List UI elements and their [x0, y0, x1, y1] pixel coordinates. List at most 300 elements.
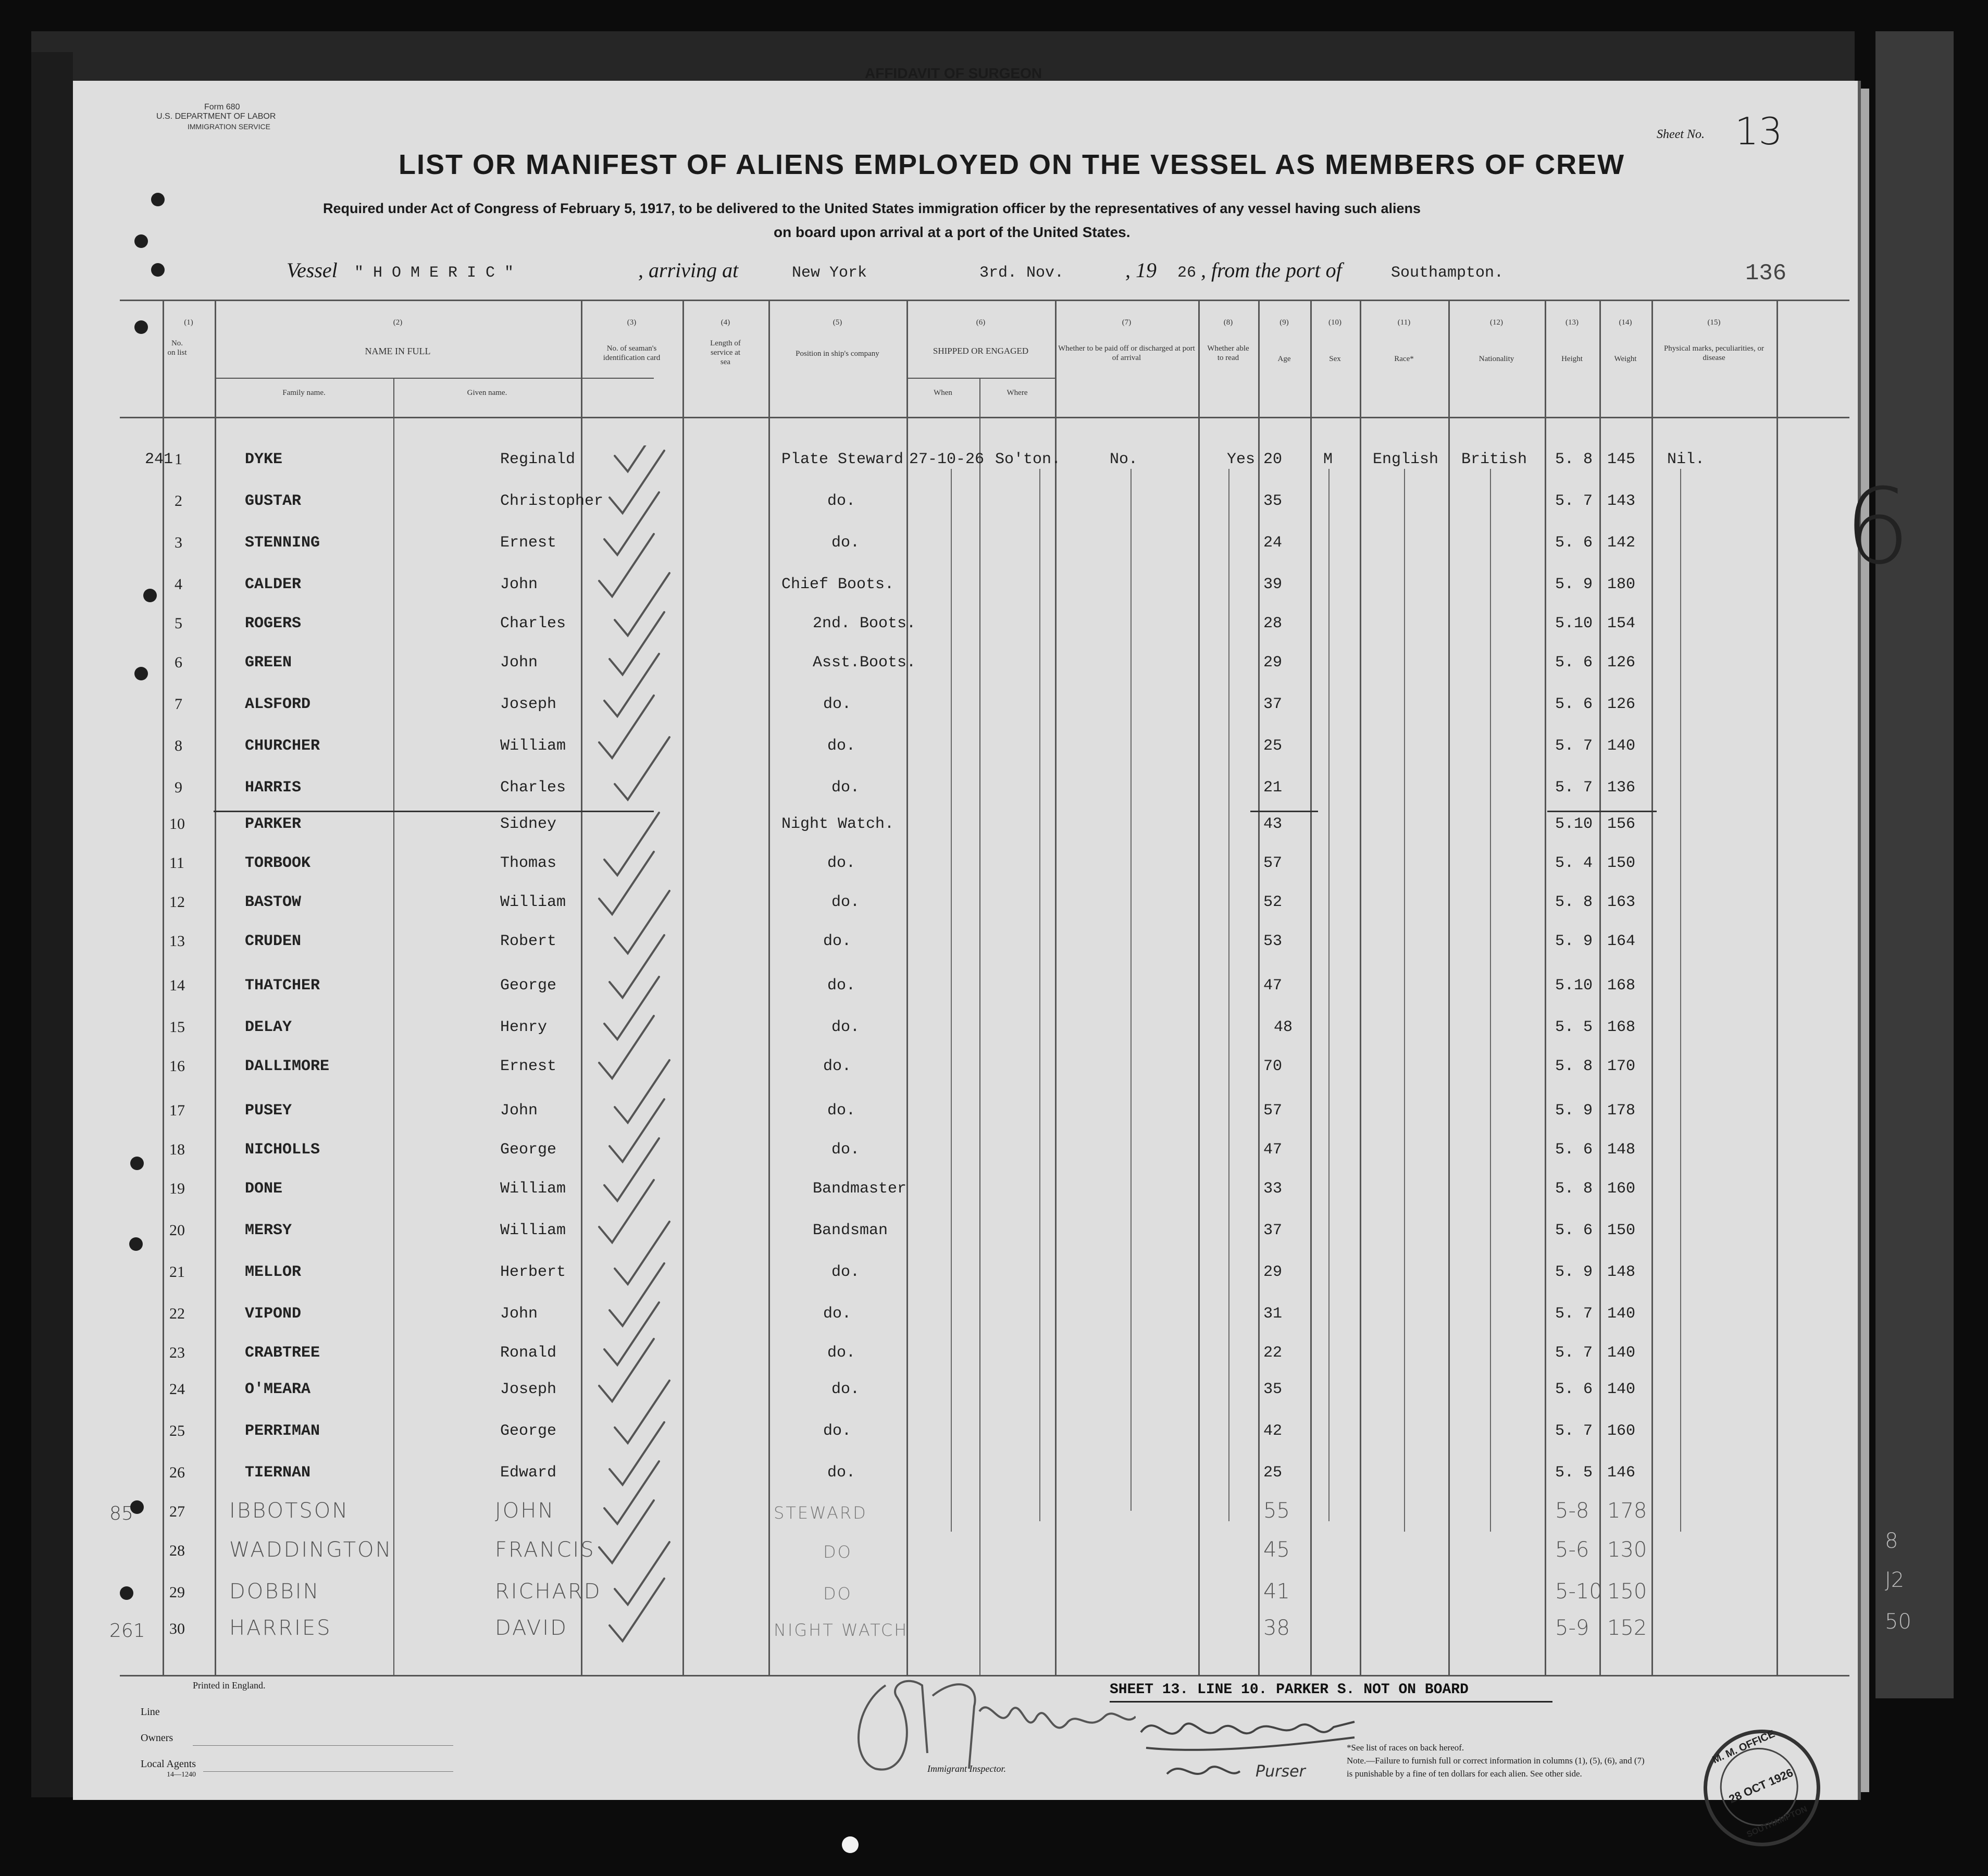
row-13-family: CRUDEN — [245, 933, 302, 950]
row-10-no: 10 — [169, 815, 185, 833]
col-divider — [1545, 300, 1546, 1675]
row-14-weight: 168 — [1607, 977, 1636, 995]
row-16-age: 70 — [1263, 1058, 1283, 1075]
row-25-position: do. — [823, 1422, 852, 1440]
checkmarks-column — [581, 445, 737, 1680]
row-30-margin-note: 261 — [109, 1620, 145, 1642]
row-29-no: 29 — [169, 1584, 185, 1601]
purser-label: Purser — [1256, 1762, 1306, 1781]
punch-hole — [842, 1836, 859, 1853]
row-6-given: John — [500, 654, 538, 672]
row-10-family: PARKER — [245, 815, 302, 833]
row-1-given: Reginald — [500, 451, 576, 468]
row-5-given: Charles — [500, 615, 566, 632]
row-21-age: 29 — [1263, 1263, 1283, 1281]
row-1-weight: 145 — [1607, 451, 1636, 468]
row-14-no: 14 — [169, 977, 185, 994]
row-5-no: 5 — [175, 615, 182, 632]
col-10-num: (10) — [1328, 318, 1341, 327]
row-22-weight: 140 — [1607, 1305, 1636, 1323]
row-12-no: 12 — [169, 893, 185, 911]
row-19-height: 5. 8 — [1555, 1180, 1593, 1198]
row-24-no: 24 — [169, 1381, 185, 1398]
row-15-family: DELAY — [245, 1018, 292, 1036]
col-1-label: No. on list — [167, 339, 187, 357]
row-17-family: PUSEY — [245, 1102, 292, 1120]
row-1-sex: M — [1323, 451, 1333, 468]
row-12-height: 5. 8 — [1555, 893, 1593, 911]
agents-code: 14—1240 — [167, 1771, 196, 1779]
row-27-age: 55 — [1263, 1499, 1290, 1523]
row-11-age: 57 — [1263, 854, 1283, 872]
row-19-position: Bandmaster — [813, 1180, 907, 1198]
row-5-position: 2nd. Boots. — [813, 615, 916, 632]
checkmark-icon — [610, 1579, 664, 1641]
inspector-label: Immigrant Inspector. — [927, 1763, 1006, 1774]
row-24-position: do. — [831, 1381, 860, 1398]
punch-hole — [134, 234, 148, 248]
row-3-age: 24 — [1263, 534, 1283, 552]
row-4-position: Chief Boots. — [781, 576, 894, 593]
row-24-height: 5. 6 — [1555, 1381, 1593, 1398]
row-12-age: 52 — [1263, 893, 1283, 911]
row-28-family: WADDINGTON — [229, 1538, 393, 1562]
row-3-family: STENNING — [245, 534, 320, 552]
row-13-position: do. — [823, 933, 852, 950]
ditto-stroke — [1490, 469, 1491, 1532]
row-4-given: John — [500, 576, 538, 593]
row-25-weight: 160 — [1607, 1422, 1636, 1440]
row-30-position: NIGHT WATCH — [774, 1620, 909, 1640]
ditto-stroke — [1328, 469, 1330, 1521]
row-18-no: 18 — [169, 1141, 185, 1158]
row-17-age: 57 — [1263, 1102, 1283, 1120]
table-top-border — [120, 300, 1849, 301]
row-12-position: do. — [831, 893, 860, 911]
row-10-height: 5.10 — [1555, 815, 1593, 833]
col-12-num: (12) — [1490, 318, 1503, 327]
row-2-family: GUSTAR — [245, 492, 302, 510]
col-9-num: (9) — [1279, 318, 1289, 327]
col-5-num: (5) — [833, 318, 842, 327]
row-10-weight: 156 — [1607, 815, 1636, 833]
col-divider — [1055, 300, 1057, 1675]
col-2-num: (2) — [393, 318, 403, 327]
col-2-label: NAME IN FULL — [365, 346, 431, 356]
row-26-position: do. — [827, 1464, 856, 1482]
owners-line — [193, 1745, 453, 1746]
row-5-age: 28 — [1263, 615, 1283, 632]
row-13-height: 5. 9 — [1555, 933, 1593, 950]
row-24-age: 35 — [1263, 1381, 1283, 1398]
row-24-given: Joseph — [500, 1381, 557, 1398]
row-6-no: 6 — [175, 654, 182, 671]
col-6-num: (6) — [976, 318, 986, 327]
service-label: IMMIGRATION SERVICE — [188, 122, 270, 131]
sheet-label: Sheet No. — [1657, 128, 1705, 141]
punch-hole — [134, 320, 148, 334]
row-2-weight: 143 — [1607, 492, 1636, 510]
row-13-age: 53 — [1263, 933, 1283, 950]
row-15-height: 5. 5 — [1555, 1018, 1593, 1036]
row-10-age: 43 — [1263, 815, 1283, 833]
punch-hole — [151, 263, 165, 277]
strike-line-age-10 — [1250, 811, 1318, 812]
row-26-weight: 146 — [1607, 1464, 1636, 1482]
subtitle-line-2: on board upon arrival at a port of the United States. — [774, 224, 1130, 240]
row-10-given: Sidney — [500, 815, 557, 833]
row-17-given: John — [500, 1102, 538, 1120]
row-19-weight: 160 — [1607, 1180, 1636, 1198]
when-header: When — [934, 389, 952, 397]
row-15-position: do. — [831, 1018, 860, 1036]
col-4-num: (4) — [720, 318, 730, 327]
from-port-label: , from the port of — [1201, 258, 1342, 282]
row-30-given: DAVID — [495, 1616, 568, 1640]
row-3-height: 5. 6 — [1555, 534, 1593, 552]
row-21-weight: 148 — [1607, 1263, 1636, 1281]
shipped-rule — [906, 378, 1055, 379]
row-1-age: 20 — [1263, 451, 1283, 468]
row-8-weight: 140 — [1607, 737, 1636, 755]
row-1-marks: Nil. — [1667, 451, 1705, 468]
row-10-position: Night Watch. — [781, 815, 894, 833]
subheader-rule — [216, 378, 654, 379]
given-name-header: Given name. — [467, 389, 507, 397]
row-23-family: CRABTREE — [245, 1344, 320, 1362]
row-26-no: 26 — [169, 1464, 185, 1481]
row-2-age: 35 — [1263, 492, 1283, 510]
department-label: U.S. DEPARTMENT OF LABOR — [156, 112, 276, 121]
col-divider — [1448, 300, 1450, 1675]
penalty-note-1: Note.—Failure to furnish full or correct information in columns (1), (5), (6), and (7) — [1347, 1756, 1645, 1766]
row-29-age: 41 — [1263, 1580, 1290, 1604]
row-19-family: DONE — [245, 1180, 283, 1198]
row-26-family: TIERNAN — [245, 1464, 311, 1482]
row-22-age: 31 — [1263, 1305, 1283, 1323]
row-14-position: do. — [827, 977, 856, 995]
col-divider — [1651, 300, 1653, 1675]
col-15-label: Physical marks, peculiarities, or disease — [1663, 344, 1765, 362]
row-28-no: 28 — [169, 1542, 185, 1559]
row-2-given: Christopher — [500, 492, 604, 510]
col-9-label: Age — [1277, 355, 1291, 363]
row-4-weight: 180 — [1607, 576, 1636, 593]
row-8-position: do. — [827, 737, 856, 755]
punch-hole — [151, 193, 165, 206]
checkmark-icon — [615, 1381, 669, 1443]
agents-label: Local Agents — [141, 1758, 196, 1770]
row-7-family: ALSFORD — [245, 695, 311, 713]
col-divider — [906, 300, 908, 1675]
row-3-no: 3 — [175, 534, 182, 551]
row-29-weight: 150 — [1607, 1580, 1647, 1604]
row-13-given: Robert — [500, 933, 557, 950]
punch-hole — [129, 1237, 143, 1251]
row-26-given: Edward — [500, 1464, 557, 1482]
row-11-given: Thomas — [500, 854, 557, 872]
row-11-weight: 150 — [1607, 854, 1636, 872]
row-16-height: 5. 8 — [1555, 1058, 1593, 1075]
strike-line-hw-10 — [1547, 811, 1657, 812]
family-name-header: Family name. — [282, 389, 326, 397]
row-1-position: Plate Steward — [781, 451, 904, 468]
col-8-label: Whether able to read — [1207, 344, 1249, 362]
page-title: LIST OR MANIFEST OF ALIENS EMPLOYED ON THE VESSEL AS MEMBERS OF CREW — [399, 149, 1625, 180]
row-18-family: NICHOLLS — [245, 1141, 320, 1159]
col-divider — [163, 300, 164, 1675]
header-bottom-border — [120, 417, 1849, 418]
row-1-nationality: British — [1461, 451, 1527, 468]
col-7-num: (7) — [1122, 318, 1132, 327]
row-28-given: FRANCIS — [495, 1538, 595, 1562]
col-6-label: SHIPPED OR ENGAGED — [933, 346, 1029, 356]
row-8-family: CHURCHER — [245, 737, 320, 755]
penalty-note-2: is punishable by a fine of ten dollars for each alien. See other side. — [1347, 1769, 1582, 1779]
row-1-height: 5. 8 — [1555, 451, 1593, 468]
checkmark-icon — [615, 573, 669, 636]
ditto-stroke — [1228, 469, 1229, 1521]
row-20-height: 5. 6 — [1555, 1222, 1593, 1239]
row-22-family: VIPOND — [245, 1305, 302, 1323]
row-25-given: George — [500, 1422, 557, 1440]
col-divider — [768, 300, 770, 1675]
row-30-family: HARRIES — [229, 1616, 332, 1640]
row-25-height: 5. 7 — [1555, 1422, 1593, 1440]
row-18-given: George — [500, 1141, 557, 1159]
row-22-position: do. — [823, 1305, 852, 1323]
where-header: Where — [1007, 389, 1028, 397]
row-9-no: 9 — [175, 779, 182, 796]
row-20-family: MERSY — [245, 1222, 292, 1239]
col-divider — [979, 378, 980, 1675]
row-8-age: 25 — [1263, 737, 1283, 755]
ditto-stroke — [1680, 469, 1681, 1532]
row-3-position: do. — [831, 534, 860, 552]
row-24-weight: 140 — [1607, 1381, 1636, 1398]
col-8-num: (8) — [1223, 318, 1233, 327]
row-18-position: do. — [831, 1141, 860, 1159]
row-29-given: RICHARD — [495, 1580, 602, 1604]
row-27-height: 5-8 — [1555, 1499, 1589, 1523]
row-20-weight: 150 — [1607, 1222, 1636, 1239]
row-1-margin-note: 241 — [145, 451, 173, 468]
from-port: Southampton. — [1391, 264, 1504, 282]
film-edge-right — [1875, 31, 1954, 1698]
row-5-weight: 154 — [1607, 615, 1636, 632]
row-3-given: Ernest — [500, 534, 557, 552]
row-12-weight: 163 — [1607, 893, 1636, 911]
row-27-position: STEWARD — [774, 1503, 867, 1523]
row-30-weight: 152 — [1607, 1616, 1647, 1640]
row-11-no: 11 — [169, 854, 184, 872]
printed-note: Printed in England. — [193, 1680, 266, 1691]
row-12-given: William — [500, 893, 566, 911]
row-23-no: 23 — [169, 1344, 185, 1361]
row-7-given: Joseph — [500, 695, 557, 713]
row-4-family: CALDER — [245, 576, 302, 593]
col-13-num: (13) — [1565, 318, 1579, 327]
row-27-weight: 178 — [1607, 1499, 1647, 1523]
row-22-given: John — [500, 1305, 538, 1323]
row-9-weight: 136 — [1607, 779, 1636, 797]
col-10-label: Sex — [1329, 355, 1341, 363]
row-27-given: JOHN — [495, 1499, 555, 1523]
row-21-family: MELLOR — [245, 1263, 302, 1281]
page-number: 136 — [1745, 260, 1787, 287]
row-18-weight: 148 — [1607, 1141, 1636, 1159]
film-edge-left — [31, 52, 73, 1797]
col-15-num: (15) — [1707, 318, 1721, 327]
row-15-no: 15 — [169, 1018, 185, 1036]
col-3-label: No. of seaman's identification card — [603, 344, 661, 362]
margin-number: 6 — [1844, 466, 1911, 588]
row-22-no: 22 — [169, 1305, 185, 1322]
checkmark-icon — [615, 1222, 669, 1284]
row-15-weight: 168 — [1607, 1018, 1636, 1036]
row-26-age: 25 — [1263, 1464, 1283, 1482]
row-25-family: PERRIMAN — [245, 1422, 320, 1440]
row-21-height: 5. 9 — [1555, 1263, 1593, 1281]
checkmark-icon — [615, 891, 669, 953]
row-20-no: 20 — [169, 1222, 185, 1239]
row-23-height: 5. 7 — [1555, 1344, 1593, 1362]
row-23-age: 22 — [1263, 1344, 1283, 1362]
row-23-position: do. — [827, 1344, 856, 1362]
agents-line — [203, 1771, 453, 1772]
row-8-no: 8 — [175, 737, 182, 754]
row-7-position: do. — [823, 695, 852, 713]
strike-line-row-10 — [214, 811, 654, 812]
col-divider — [1198, 300, 1200, 1675]
checkmark-icon — [615, 1060, 669, 1123]
vessel-label: Vessel — [287, 258, 338, 282]
row-17-position: do. — [827, 1102, 856, 1120]
row-2-height: 5. 7 — [1555, 492, 1593, 510]
col-divider — [1776, 300, 1778, 1675]
row-13-no: 13 — [169, 933, 185, 950]
checkmark-icon — [604, 813, 659, 875]
row-18-height: 5. 6 — [1555, 1141, 1593, 1159]
checkmark-icon — [615, 737, 669, 800]
race-note: *See list of races on back hereof. — [1347, 1743, 1464, 1753]
row-21-no: 21 — [169, 1263, 185, 1281]
row-2-position: do. — [827, 492, 856, 510]
row-17-no: 17 — [169, 1102, 185, 1119]
row-9-age: 21 — [1263, 779, 1283, 797]
row-15-age: 48 — [1274, 1018, 1293, 1036]
row-9-family: HARRIS — [245, 779, 302, 797]
row-1-when: 27-10-26 — [909, 451, 985, 468]
row-18-age: 47 — [1263, 1141, 1283, 1159]
line-label: Line — [141, 1706, 160, 1718]
row-28-position: DO — [823, 1542, 852, 1562]
col-5-label: Position in ship's company — [796, 350, 879, 358]
office-stamp — [1685, 1711, 1839, 1865]
col-4-label: Length of service at sea — [710, 339, 741, 366]
row-16-given: Ernest — [500, 1058, 557, 1075]
row-8-given: William — [500, 737, 566, 755]
row-5-family: ROGERS — [245, 615, 302, 632]
checkmark-icon — [615, 445, 669, 471]
row-25-no: 25 — [169, 1422, 185, 1439]
row-24-family: O'MEARA — [245, 1381, 311, 1398]
col-3-num: (3) — [627, 318, 637, 327]
edge-mark-2: J2 — [1885, 1568, 1905, 1592]
row-28-weight: 130 — [1607, 1538, 1647, 1562]
ditto-stroke — [1130, 469, 1132, 1511]
row-15-given: Henry — [500, 1018, 548, 1036]
ditto-stroke — [1404, 469, 1405, 1532]
punch-hole — [143, 589, 157, 602]
checkmark-icon — [615, 1542, 669, 1605]
col-11-label: Race* — [1394, 355, 1414, 363]
row-27-family: IBBOTSON — [229, 1499, 350, 1523]
row-13-weight: 164 — [1607, 933, 1636, 950]
row-6-family: GREEN — [245, 654, 292, 672]
row-14-family: THATCHER — [245, 977, 320, 995]
row-4-no: 4 — [175, 576, 182, 593]
row-2-no: 2 — [175, 492, 182, 510]
col-13-label: Height — [1561, 355, 1583, 363]
row-26-height: 5. 5 — [1555, 1464, 1593, 1482]
row-7-age: 37 — [1263, 695, 1283, 713]
sheet-number: 13 — [1735, 109, 1783, 153]
punch-hole — [130, 1157, 144, 1170]
row-27-no: 27 — [169, 1503, 185, 1520]
row-1-family: DYKE — [245, 451, 283, 468]
row-1-paid: No. — [1110, 451, 1138, 468]
row-14-height: 5.10 — [1555, 977, 1593, 995]
row-4-height: 5. 9 — [1555, 576, 1593, 593]
row-17-weight: 178 — [1607, 1102, 1636, 1120]
col-7-label: Whether to be paid off or discharged at port of arrival — [1058, 344, 1195, 362]
row-29-height: 5-10 — [1555, 1580, 1602, 1604]
row-7-weight: 126 — [1607, 695, 1636, 713]
subtitle-line-1: Required under Act of Congress of February 5, 1917, to be delivered to the United States immigration officer by the representatives of any vessel having such aliens — [323, 201, 1421, 216]
stamp-bottom-text: SOUTHAMPTON — [1745, 1805, 1809, 1840]
col-divider — [1310, 300, 1312, 1675]
row-20-given: William — [500, 1222, 566, 1239]
row-5-height: 5.10 — [1555, 615, 1593, 632]
row-21-given: Herbert — [500, 1263, 566, 1281]
col-12-label: Nationality — [1478, 355, 1514, 363]
row-16-family: DALLIMORE — [245, 1058, 330, 1075]
punch-hole — [134, 667, 148, 680]
arrival-port: New York — [792, 264, 867, 282]
row-6-weight: 126 — [1607, 654, 1636, 672]
row-20-position: Bandsman — [813, 1222, 888, 1239]
edge-mark-3: 50 — [1885, 1610, 1911, 1634]
row-22-height: 5. 7 — [1555, 1305, 1593, 1323]
edge-mark-1: 8 — [1885, 1529, 1898, 1553]
row-30-age: 38 — [1263, 1616, 1290, 1640]
row-6-height: 5. 6 — [1555, 654, 1593, 672]
arrival-date: 3rd. Nov. — [979, 264, 1064, 282]
row-11-family: TORBOOK — [245, 854, 311, 872]
row-14-given: George — [500, 977, 557, 995]
arriving-label: , arriving at — [638, 258, 739, 282]
row-11-height: 5. 4 — [1555, 854, 1593, 872]
row-9-height: 5. 7 — [1555, 779, 1593, 797]
row-1-where: So'ton. — [995, 451, 1061, 468]
row-11-position: do. — [827, 854, 856, 872]
vessel-name: " H O M E R I C " — [354, 264, 514, 282]
row-17-height: 5. 9 — [1555, 1102, 1593, 1120]
col-divider — [1599, 300, 1601, 1675]
row-6-position: Asst.Boots. — [813, 654, 916, 672]
row-14-age: 47 — [1263, 977, 1283, 995]
